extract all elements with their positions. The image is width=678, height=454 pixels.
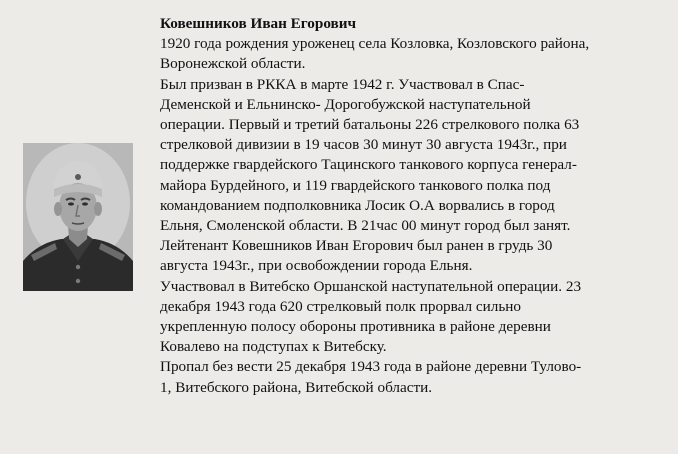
bio-line: августа 1943г., при освобождении города Ельня.	[160, 257, 473, 275]
bio-line: Пропал без вести 25 декабря 1943 года в районе деревни Тулово-	[160, 358, 582, 376]
biography-text	[160, 14, 660, 398]
bio-line: Лейтенант Ковешников Иван Егорович был ранен в грудь 30	[160, 237, 553, 255]
soldier-portrait-image	[23, 143, 133, 291]
portrait-photo	[23, 143, 133, 291]
bio-line: поддержке гвардейского Тацинского танкового корпуса генерал-	[160, 156, 577, 174]
bio-line: Ковалево на подступах к Витебску.	[160, 338, 387, 356]
bio-line: декабря 1943 года 620 стрелковый полк прорвал сильно	[160, 297, 521, 315]
bio-line: операции. Первый и третий батальоны 226 стрелкового полка 63	[160, 116, 580, 134]
bio-line: 1, Витебского района, Витебской области.	[160, 378, 433, 396]
bio-line: командованием подполковника Лосик О.А ворвались в город	[160, 196, 555, 214]
bio-line: Был призван в РККА в марте 1942 г. Участвовал в Спас-	[160, 75, 525, 93]
person-name: Ковешников Иван Егорович	[160, 15, 357, 32]
bio-line: Воронежской области.	[160, 55, 306, 73]
bio-line: Участвовал в Витебско Оршанской наступательной операции. 23	[160, 277, 582, 295]
bio-line: Деменской и Ельнинско- Дорогобужской наступательной	[160, 95, 531, 113]
bio-line: Ельня, Смоленской области. В 21час 00 минут город был занят.	[160, 217, 571, 235]
bio-line: стрелковой дивизии в 19 часов 30 минут 30 августа 1943г., при	[160, 136, 567, 154]
bio-line: майора Бурдейного, и 119 гвардейского танкового полка под	[160, 176, 551, 194]
bio-line: укрепленную полосу обороны противника в районе деревни	[160, 318, 551, 336]
bio-line: 1920 года рождения уроженец села Козловка, Козловского района,	[160, 35, 590, 53]
